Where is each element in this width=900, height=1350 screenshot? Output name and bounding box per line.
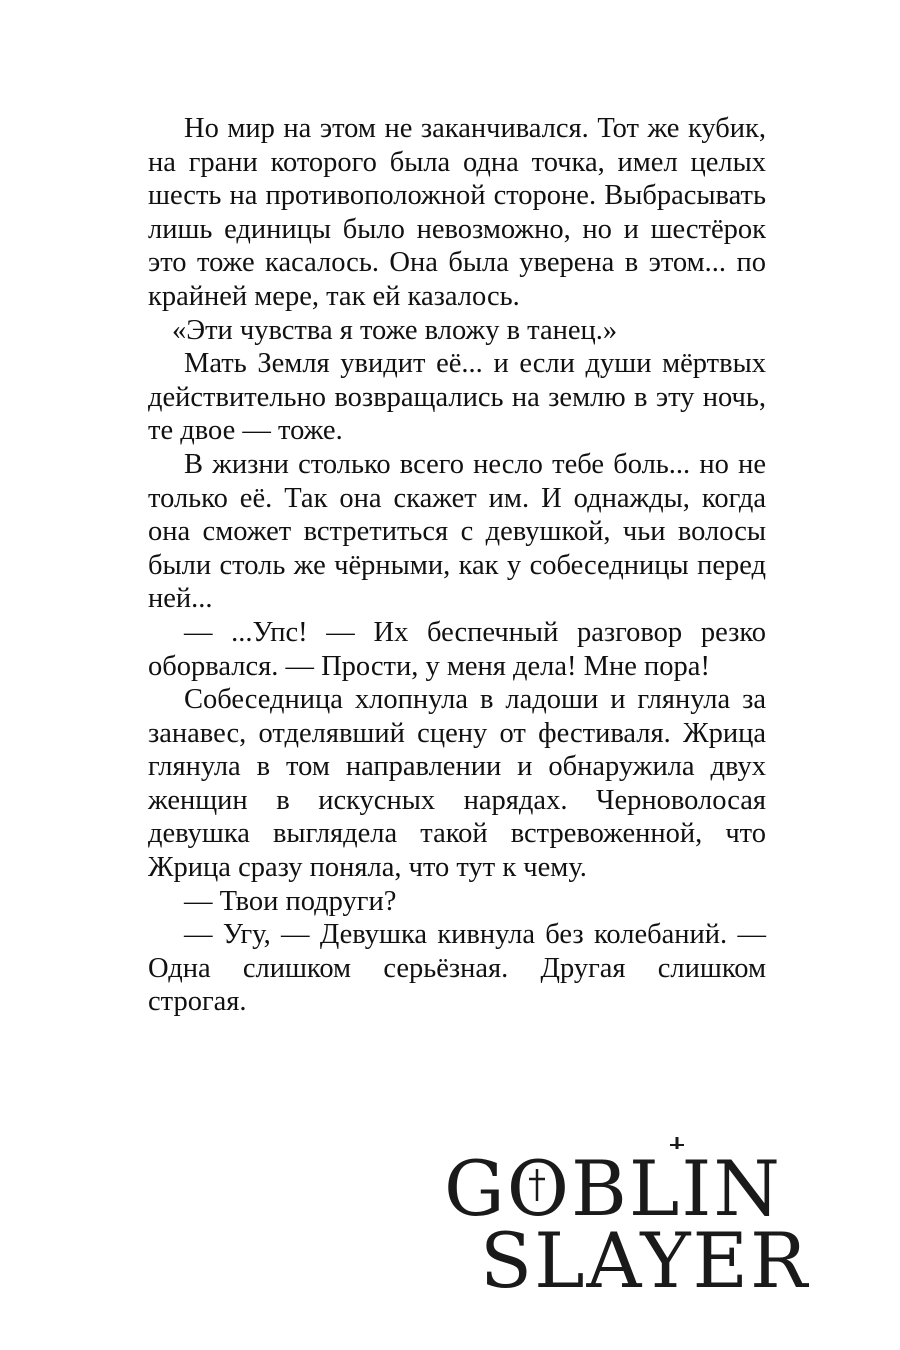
paragraph-2: «Эти чувства я тоже вложу в танец.» (172, 314, 618, 346)
paragraph-3: Мать Земля увидит её... и если души мёртвых действительно возвращались на землю в эту ночь, те двое — тоже. (148, 348, 766, 447)
paragraph-4: В жизни столько всего несло тебе боль... но не только её. Так она скажет им. И однажды, когда она сможет встретиться с девушкой, чьи волосы были столь же чёрными, как у собеседницы перед ней... (148, 448, 766, 615)
page-body-text (148, 112, 766, 1019)
logo-line-2: SLAYER (480, 1216, 810, 1300)
paragraph-6: Собеседница хлопнула в ладоши и глянула за занавес, отделявший сцену от фестиваля. Жрица глянула в том направлении и обнаружила двух женщин в искусных нарядах. Черноволосая девушка выглядела такой встревоженной, что Жрица сразу поняла, что тут к чему. (148, 684, 766, 884)
paragraph-7: — Твои подруги? (184, 885, 397, 917)
logo-line-1: GOBLIN (444, 1144, 782, 1233)
paragraph-8: — Угу, — Девушка кивнула без колебаний. — Одна слишком серьёзная. Другая слишком строгая. (148, 919, 766, 1018)
paragraph-1: Но мир на этом не заканчивался. Тот же кубик, на грани которого была одна точка, имел целых шесть на противоположной стороне. Выбрасывать лишь единицы было невозможно, но и шестёрок это тоже касалось. Она была уверена в этом... по крайней мере, так ей казалось. (148, 113, 766, 312)
goblin-slayer-logo (440, 1135, 820, 1300)
paragraph-5: — ...Упс! — Их беспечный разговор резко оборвался. — Прости, у меня дела! Мне пора! (148, 616, 766, 682)
